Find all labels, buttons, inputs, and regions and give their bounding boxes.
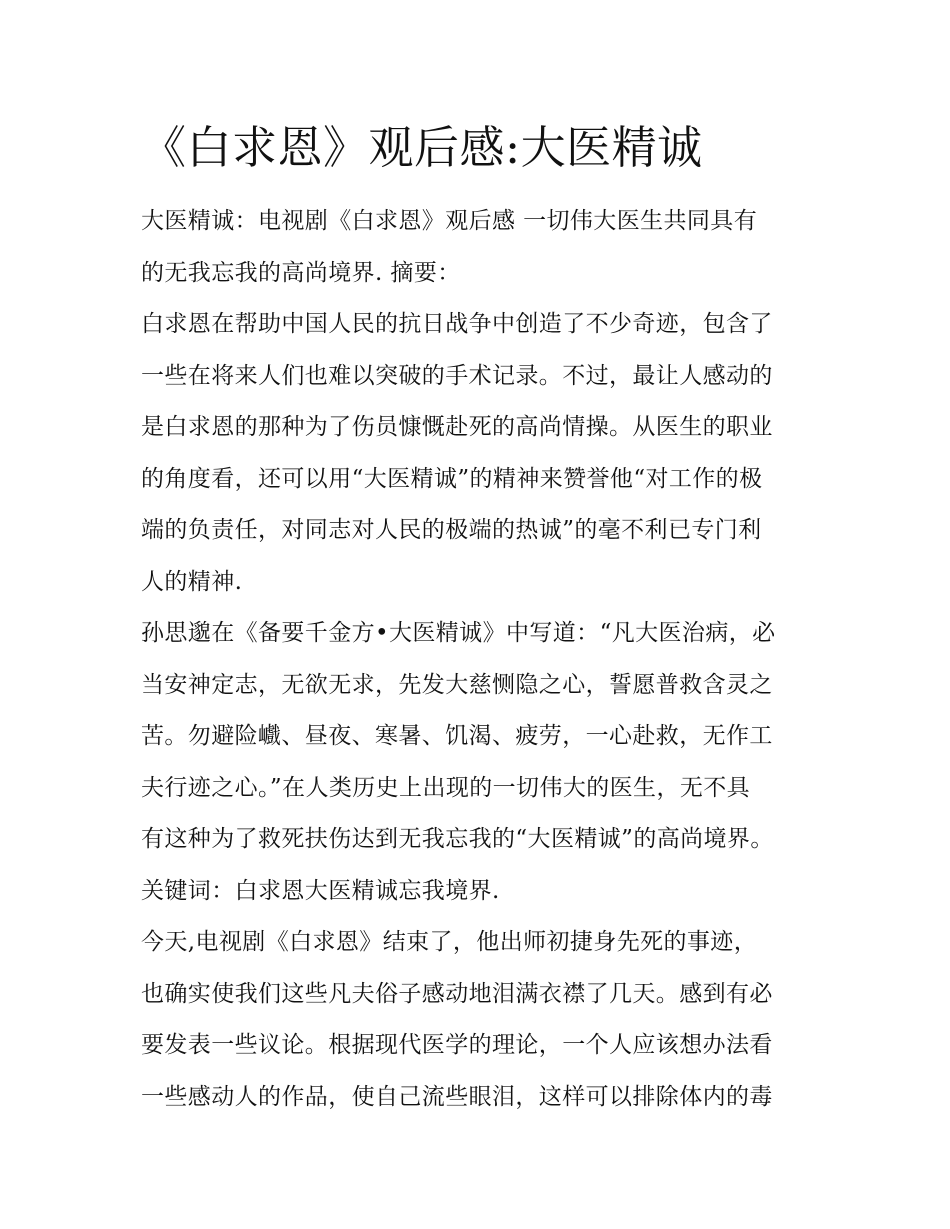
text-line: 是白求恩的那种为了伤员慷慨赴死的高尚情操。从医生的职业 [141, 414, 773, 440]
document-title: 《白求恩》观后感:大医精诚 [141, 121, 703, 174]
text-line: 当安神定志，无欲无求，先发大慈恻隐之心，誓愿普救含灵之 [141, 671, 773, 698]
text-line: 要发表一些议论。根据现代医学的理论，一个人应该想办法看 [141, 1032, 773, 1058]
text-line: 今天,电视剧《白求恩》结束了，他出师初捷身先死的事迹， [141, 929, 758, 955]
text-line: 端的负责任，对同志对人民的极端的热诚”的毫不利已专门利 [141, 517, 762, 543]
document-body [141, 196, 813, 1123]
text-line: 夫行迹之心。”在人类历史上出现的一切伟大的医生，无不具 [141, 774, 751, 801]
text-line: 苦。勿避险巇、昼夜、寒暑、饥渴、疲劳，一心赴救，无作工 [141, 723, 773, 749]
text-line: 一些在将来人们也难以突破的手术记录。不过，最让人感动的 [141, 362, 773, 389]
text-line: 的无我忘我的高尚境界. 摘要： [141, 259, 461, 286]
text-line: 的角度看，还可以用“大医精诚”的精神来赞誉他“对工作的极 [141, 465, 763, 492]
text-line: 也确实使我们这些凡夫俗子感动地泪满衣襟了几天。感到有必 [141, 980, 773, 1007]
text-line: 人的精神. [141, 568, 243, 595]
text-line: 白求恩在帮助中国人民的抗日战争中创造了不少奇迹，包含了 [141, 311, 773, 337]
text-line: 孙思邈在《备要千金方•大医精诚》中写道：“凡大医治病，必 [141, 620, 776, 646]
text-line: 有这种为了救死扶伤达到无我忘我的“大医精诚”的高尚境界。 [141, 826, 774, 852]
text-line: 关键词：白求恩大医精诚忘我境界. [141, 877, 500, 904]
text-line: 大医精诚：电视剧《白求恩》观后感 一切伟大医生共同具有 [141, 208, 758, 234]
text-line: 一些感动人的作品，使自己流些眼泪，这样可以排除体内的毒 [141, 1083, 773, 1110]
